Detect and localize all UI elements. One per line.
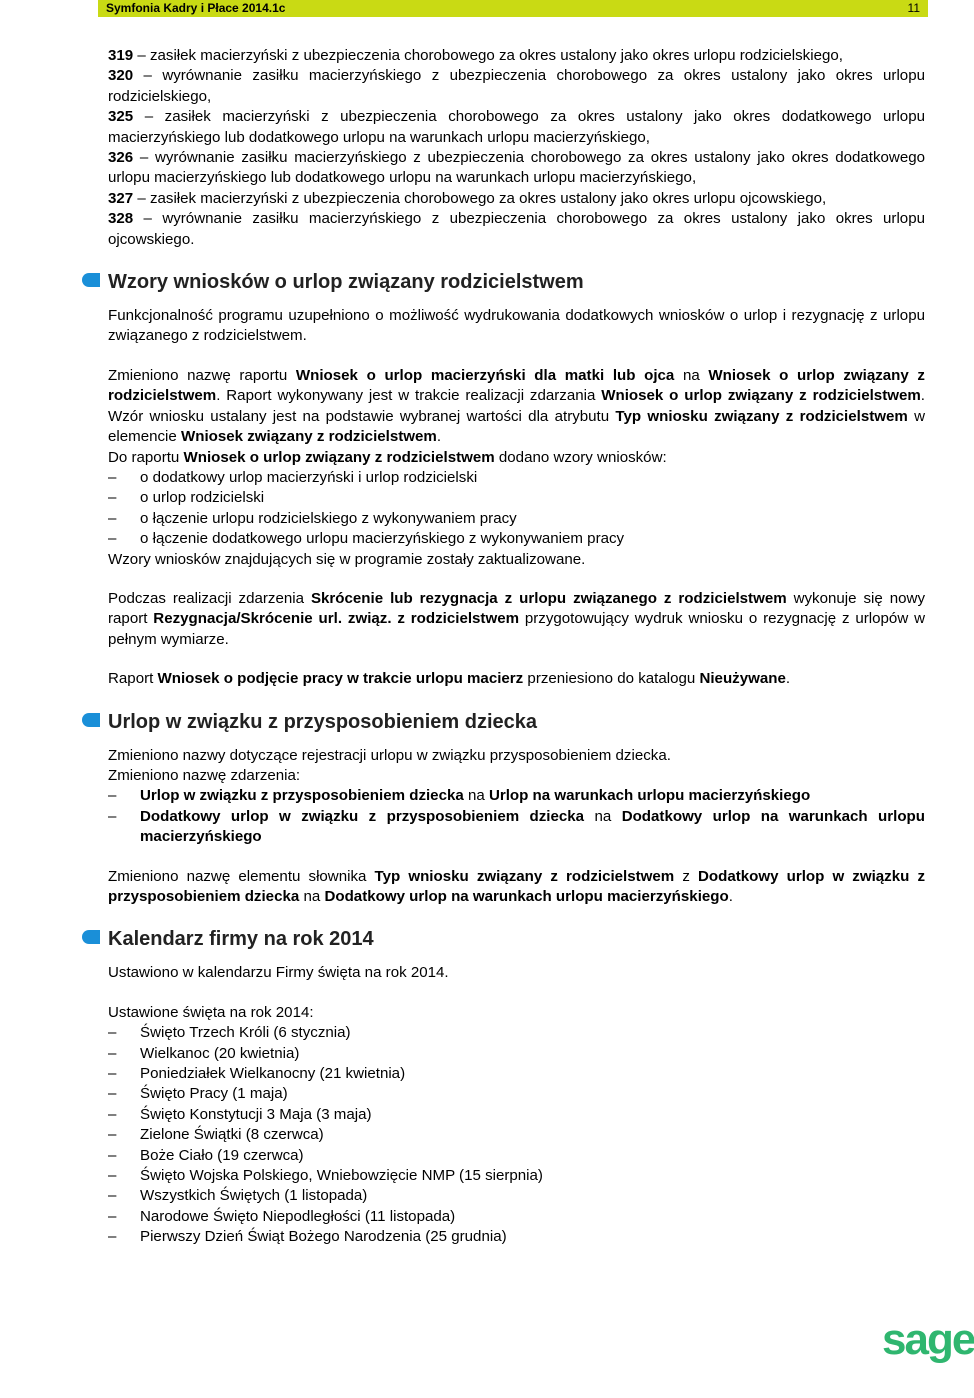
- paragraph: Zmieniono nazwę raportu Wniosek o urlop macierzyński dla matki lub ojca na Wniosek o urlop związany z rodzicielstwem. Raport wykonywany jest w trakcie realizacji zdarzania Wniosek o urlop związany z rodzicielstwem. Wzór wniosku ustalany jest na podstawie wybranej wartości dla atrybutu Typ wniosku związany z rodzicielstwem w elemencie Wniosek związany z rodzicielstwem.: [108, 366, 925, 446]
- list-item: – Święto Pracy (1 maja): [108, 1084, 925, 1104]
- dash-bullet: –: [108, 1085, 117, 1103]
- code-number: 328: [108, 210, 134, 228]
- list-item: – Poniedziałek Wielkanocny (21 kwietnia): [108, 1064, 925, 1084]
- code-number: 327: [108, 189, 134, 207]
- paragraph: Ustawione święta na rok 2014:: [108, 1003, 314, 1021]
- section-heading-calendar: Kalendarz firmy na rok 2014: [108, 926, 925, 952]
- section-bullet-icon: [78, 930, 100, 944]
- code-number: 319: [108, 47, 134, 64]
- list-item: – Święto Wojska Polskiego, Wniebowzięcie NMP (15 sierpnia): [108, 1166, 925, 1186]
- dash-bullet: –: [108, 1105, 117, 1123]
- dash-bullet: –: [108, 807, 117, 825]
- paragraph: Wzory wniosków znajdujących się w programie zostały zaktualizowane.: [108, 550, 586, 568]
- section-heading-adoption: Urlop w związku z przysposobieniem dziecka: [108, 709, 925, 735]
- list-item: – o łączenie dodatkowego urlopu macierzyńskiego z wykonywaniem pracy: [108, 529, 925, 549]
- dash-bullet: –: [108, 530, 117, 548]
- page-content: [108, 46, 925, 1248]
- list-item: – Święto Konstytucji 3 Maja (3 maja): [108, 1105, 925, 1125]
- paragraph: Zmieniono nazwę zdarzenia:: [108, 766, 301, 784]
- list-item: – Boże Ciało (19 czerwca): [108, 1146, 925, 1166]
- header-bar: [98, 0, 928, 17]
- paragraph: Do raportu Wniosek o urlop związany z rodzicielstwem dodano wzory wniosków:: [108, 448, 667, 466]
- list-item: – Narodowe Święto Niepodległości (11 listopada): [108, 1207, 925, 1227]
- paragraph: Zmieniono nazwy dotyczące rejestracji urlopu w związku przysposobieniem dziecka.: [108, 746, 671, 764]
- code-number: 325: [108, 108, 134, 126]
- holiday-list: [108, 1023, 925, 1247]
- dash-bullet: –: [108, 1167, 117, 1185]
- list-item: – o łączenie urlopu rodzicielskiego z wykonywaniem pracy: [108, 509, 925, 529]
- list-item: – o urlop rodzicielski: [108, 488, 925, 508]
- dash-bullet: –: [108, 1024, 117, 1042]
- event-rename-list: [108, 786, 925, 847]
- list-item: – Święto Trzech Króli (6 stycznia): [108, 1023, 925, 1043]
- list-item: – o dodatkowy urlop macierzyński i urlop rodzicielski: [108, 468, 925, 488]
- list-item: – Zielone Świątki (8 czerwca): [108, 1125, 925, 1145]
- template-list: [108, 468, 925, 550]
- code-item: 326 – wyrównanie zasiłku macierzyńskiego z ubezpieczenia chorobowego za okres ustalony jako okres dodatkowego urlopu macierzyńskiego lub dodatkowego urlopu na warunkach urlopu macierzyńskiego,: [108, 149, 925, 187]
- sage-logo: sage: [882, 1315, 974, 1364]
- code-item: 328 – wyrównanie zasiłku macierzyńskiego z ubezpieczenia chorobowego za okres ustalony jako okres urlopu ojcowskiego.: [108, 210, 925, 248]
- section-heading-templates: Wzory wniosków o urlop związany rodzicielstwem: [108, 269, 925, 295]
- dash-bullet: –: [108, 1065, 117, 1083]
- dash-bullet: –: [108, 1044, 117, 1062]
- code-item: 319 – zasiłek macierzyński z ubezpieczenia chorobowego za okres ustalony jako okres urlopu rodzicielskiego,: [108, 47, 843, 64]
- dash-bullet: –: [108, 1187, 117, 1205]
- code-number: 326: [108, 149, 134, 167]
- paragraph: Ustawiono w kalendarzu Firmy święta na rok 2014.: [108, 964, 449, 982]
- dash-bullet: –: [108, 1146, 117, 1164]
- paragraph: Zmieniono nazwę elementu słownika Typ wniosku związany z rodzicielstwem z Dodatkowy urlop w związku z przysposobieniem dziecka na Dodatkowy urlop na warunkach urlopu macierzyńskiego.: [108, 867, 925, 905]
- code-list: [108, 46, 925, 250]
- paragraph: Raport Wniosek o podjęcie pracy w trakcie urlopu macierz przeniesiono do katalogu Nieużywane.: [108, 670, 791, 688]
- code-item: 320 – wyrównanie zasiłku macierzyńskiego z ubezpieczenia chorobowego za okres ustalony jako okres urlopu rodzicielskiego,: [108, 67, 925, 105]
- list-item: – Urlop w związku z przysposobieniem dziecka na Urlop na warunkach urlopu macierzyńskiego: [108, 786, 925, 806]
- dash-bullet: –: [108, 1207, 117, 1225]
- dash-bullet: –: [108, 489, 117, 507]
- dash-bullet: –: [108, 468, 117, 486]
- dash-bullet: –: [108, 509, 117, 527]
- list-item: – Pierwszy Dzień Świąt Bożego Narodzenia (25 grudnia): [108, 1227, 925, 1247]
- section-bullet-icon: [78, 273, 100, 287]
- dash-bullet: –: [108, 787, 117, 805]
- list-item: – Wielkanoc (20 kwietnia): [108, 1044, 925, 1064]
- paragraph: Podczas realizacji zdarzenia Skrócenie lub rezygnacja z urlopu związanego z rodzicielstwem wykonuje się nowy raport Rezygnacja/Skrócenie url. związ. z rodzicielstwem przygotowujący wydruk wniosku o rezygnację z urlopów w pełnym wymiarze.: [108, 589, 925, 648]
- list-item: – Dodatkowy urlop w związku z przysposobieniem dziecka na Dodatkowy urlop na warunkach urlopu macierzyńskiego: [108, 807, 925, 846]
- header-title: Symfonia Kadry i Płace 2014.1c: [106, 1, 286, 15]
- code-item: 325 – zasiłek macierzyński z ubezpieczenia chorobowego za okres ustalony jako okres dodatkowego urlopu macierzyńskiego lub dodatkowego urlopu na warunkach urlopu macierzyńskiego,: [108, 108, 925, 146]
- section-bullet-icon: [78, 713, 100, 727]
- code-item: 327 – zasiłek macierzyński z ubezpieczenia chorobowego za okres ustalony jako okres urlopu ojcowskiego,: [108, 189, 827, 207]
- code-number: 320: [108, 67, 134, 85]
- dash-bullet: –: [108, 1126, 117, 1144]
- paragraph: Funkcjonalność programu uzupełniono o możliwość wydrukowania dodatkowych wniosków o urlop i rezygnację z urlopu związanego z rodzicielstwem.: [108, 307, 925, 345]
- list-item: – Wszystkich Świętych (1 listopada): [108, 1186, 925, 1206]
- page-number: 11: [907, 1, 920, 15]
- dash-bullet: –: [108, 1228, 117, 1246]
